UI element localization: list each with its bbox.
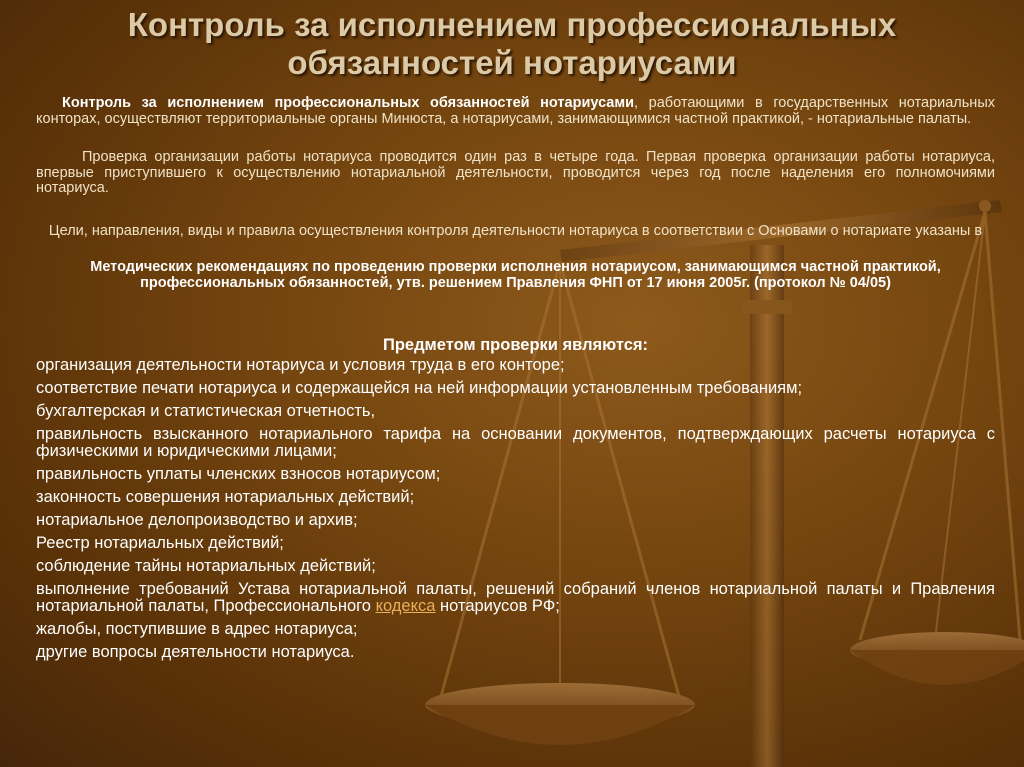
slide-title: Контроль за исполнением профессиональных обязанностей нотариусами [127, 6, 897, 81]
inspection-frequency-paragraph: Проверка организации работы нотариуса проводится один раз в четыре года. Первая проверка организации работы нотариуса, впервые приступившего к осуществлению нотариальной деятельности, проводится через год после наделения его полномочиями нотариуса. [36, 149, 995, 196]
list-item: другие вопросы деятельности нотариуса. [36, 643, 355, 661]
subject-heading: Предметом проверки являются: [382, 336, 649, 354]
list-item: бухгалтерская и статистическая отчетность, [36, 402, 376, 420]
list-item: соответствие печати нотариуса и содержащейся на ней информации установленным требованиям; [36, 379, 803, 397]
intro-paragraph [36, 96, 995, 127]
list-item [36, 581, 995, 615]
inspection-subjects-list [36, 357, 995, 667]
methodical-recommendations-paragraph: Методических рекомендациях по проведению проверки исполнения нотариусом, занимающимся частной практикой, профессиональных обязанностей, утв. решением Правления ФНП от 17 июня 2005г. (протокол № 04/05) [90, 259, 941, 291]
list-item: нотариальное делопроизводство и архив; [36, 511, 358, 529]
goals-paragraph: Цели, направления, виды и правила осуществления контроля деятельности нотариуса в соответствии с Основами о нотариате указаны в [48, 223, 983, 239]
list-item: Реестр нотариальных действий; [36, 534, 284, 552]
code-link[interactable]: кодекса [375, 597, 436, 615]
list-item: правильность взысканного нотариального тарифа на основании документов, подтверждающих расчеты нотариуса с физическими и юридическими лицами; [36, 425, 995, 460]
list-item: организация деятельности нотариуса и условия труда в его конторе; [36, 356, 565, 374]
list-item-text-before: выполнение требований Устава нотариальной палаты, решений собраний членов нотариальной палаты и Правления нотариальной палаты, Профессионального [36, 580, 995, 615]
list-item: законность совершения нотариальных действий; [36, 488, 415, 506]
list-item: соблюдение тайны нотариальных действий; [36, 557, 376, 575]
list-item: жалобы, поступившие в адрес нотариуса; [36, 620, 358, 638]
intro-bold-lead: Контроль за исполнением профессиональных обязанностей нотариусами [62, 95, 635, 111]
list-item: правильность уплаты членских взносов нотариусом; [36, 465, 441, 483]
intro-rest: , работающими в государственных нотариальных конторах, осуществляют территориальные органы Минюста, а нотариусами, занимающимися частной практикой, - нотариальные палаты. [36, 95, 995, 127]
list-item-text-after: нотариусов РФ; [435, 597, 560, 615]
